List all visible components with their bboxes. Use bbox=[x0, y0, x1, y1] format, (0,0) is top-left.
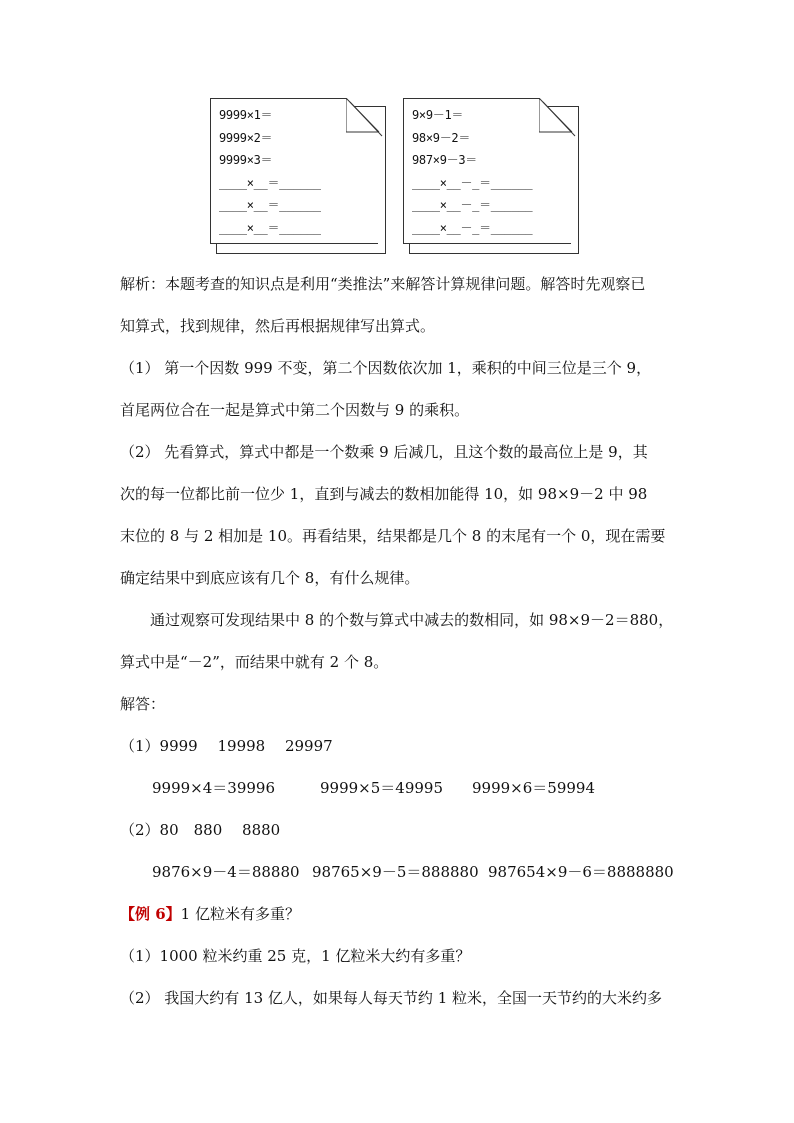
analysis-line: 确定结果中到底应该有几个 8，有什么规律。 bbox=[120, 569, 420, 587]
analysis-line: 知算式，找到规律，然后再根据规律写出算式。 bbox=[120, 317, 436, 335]
answer-1-equation: 9999×5＝49995 bbox=[320, 779, 444, 797]
analysis-line: 算式中是“－2”，而结果中就有 2 个 8。 bbox=[120, 653, 389, 671]
analysis-line: 首尾两位合在一起是算式中第二个因数与 9 的乘积。 bbox=[120, 401, 470, 419]
answer-1-values: （1）9999 19998 29997 bbox=[120, 737, 333, 755]
answer-2-equation: 98765×9－5＝888880 bbox=[312, 863, 479, 881]
formula-blank-line: ____×__－_＝______ bbox=[412, 175, 533, 190]
page-fold-icon bbox=[539, 98, 579, 140]
analysis-point-2: （2） 先看算式，算式中都是一个数乘 9 后减几，且这个数的最高位上是 9，其 bbox=[120, 443, 648, 461]
answer-1-equation: 9999×6＝59994 bbox=[472, 779, 596, 797]
analysis-line: 解析：本题考查的知识点是利用“类推法”来解答计算规律问题。解答时先观察已 bbox=[120, 275, 646, 293]
formula-line: 9999×3＝ bbox=[219, 153, 273, 167]
analysis-line: 末位的 8 与 2 相加是 10。再看结果，结果都是几个 8 的末尾有一个 0，现在需要 bbox=[120, 527, 666, 545]
example-heading bbox=[120, 904, 676, 924]
formula-line: 9999×1＝ bbox=[219, 108, 273, 122]
answer-label: 解答： bbox=[120, 695, 166, 713]
formula-blank-line: ____×__＝______ bbox=[219, 220, 321, 235]
formula-line: 987×9－3＝ bbox=[412, 153, 477, 167]
card-formula-lines bbox=[412, 104, 532, 239]
analysis-line: 次的每一位都比前一位少 1，直到与减去的数相加能得 10，如 98×9－2 中 98 bbox=[120, 485, 648, 503]
answer-1-equation: 9999×4＝39996 bbox=[152, 779, 276, 797]
formula-line: 9999×2＝ bbox=[219, 130, 273, 145]
formula-blank-line: ____×__－_＝______ bbox=[412, 220, 533, 235]
formula-card-2 bbox=[403, 98, 583, 256]
answer-2-equation: 987654×9－6＝8888880 bbox=[488, 863, 674, 881]
analysis-observation: 通过观察可发现结果中 8 的个数与算式中减去的数相同，如 98×9－2＝880， bbox=[150, 611, 674, 629]
answer-2-values: （2）80 880 8880 bbox=[120, 821, 281, 839]
formula-blank-line: ____×__＝______ bbox=[219, 198, 321, 212]
formula-line: 9×9－1＝ bbox=[412, 108, 464, 122]
formula-blank-line: ____×__＝______ bbox=[219, 175, 321, 190]
answer-2-equation: 9876×9－4＝88880 bbox=[152, 863, 300, 881]
analysis-point-1: （1） 第一个因数 999 不变，第二个因数依次加 1，乘积的中间三位是三个 9， bbox=[120, 359, 652, 377]
example-question-2: （2） 我国大约有 13 亿人，如果每人每天节约 1 粒米，全国一天节约的大米约多 bbox=[120, 989, 663, 1007]
example-title: 1 亿粒米有多重？ bbox=[180, 905, 300, 923]
example-tag: 【例 6】 bbox=[120, 905, 181, 923]
page-fold-icon bbox=[346, 98, 386, 140]
formula-line: 98×9－2＝ bbox=[412, 130, 471, 145]
formula-blank-line: ____×__－_＝______ bbox=[412, 198, 533, 212]
example-question-1: （1）1000 粒米约重 25 克，1 亿粒米大约有多重？ bbox=[120, 947, 471, 965]
formula-card-1 bbox=[210, 98, 390, 256]
card-formula-lines bbox=[219, 104, 321, 239]
